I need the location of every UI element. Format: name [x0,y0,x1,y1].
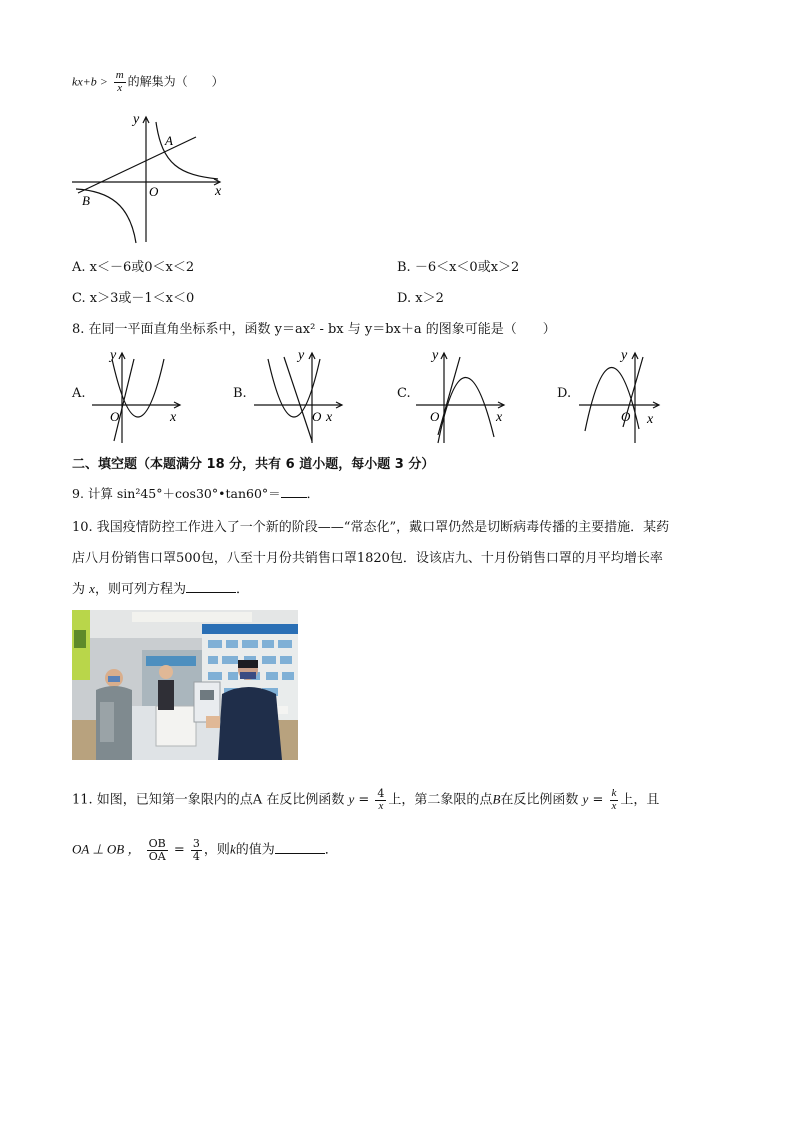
svg-text:O: O [312,409,322,424]
q10-answer-blank[interactable] [186,592,236,593]
q11-fraction-k-over-x: $\frac{k}{x}$ [611,787,617,812]
q8c-parabola [438,377,494,443]
svg-text:O: O [110,409,120,424]
q8b-line [284,357,312,441]
q7-stem-tail: 的解集为（ ） [127,74,224,89]
svg-text:y: y [432,348,439,363]
q11-answer-blank[interactable] [275,853,325,854]
q10-line-1: 10. 我国疫情防控工作进入了一个新的阶段——“常态化”，戴口罩仍然是切断病毒传播的主要措施．某药 [72,520,670,535]
q11-line-2: OA ⊥ OB ， $\frac{OB}{OA}$ = $\frac{3}{4}$ ，则k的值为 ． [72,837,338,863]
q8a-parabola [112,359,164,417]
q8-graph-d [575,345,675,445]
q11-perpendicular: OA ⊥ OB ， [72,841,141,857]
q7-option-b[interactable]: B. －6＜x＜0或x＞2 [397,260,520,275]
svg-text:y: y [621,348,628,363]
q7-option-c[interactable]: C. x＞3或－1＜x＜0 [72,291,195,306]
svg-text:y: y [298,348,305,363]
q9: 9. 计算 sin²45°＋cos30°•tan60°＝ ． [72,486,320,501]
svg-text:O: O [621,409,631,424]
q8-option-d[interactable]: D. [557,386,572,401]
q11-fraction-4-over-x: $\frac{4}{x}$ [377,787,385,812]
svg-text:x: x [170,410,177,425]
svg-text:O: O [430,409,440,424]
q7-stem [72,70,224,94]
q11-line-1: 11. 如图，已知第一象限内的点A 在反比例函数 y = $\frac{4}{x}$ 上，第二象限的点B在反比例函数 y = $\frac{k}{x}$ 上，且 [72,787,660,812]
q8-option-a[interactable]: A. [72,386,86,401]
svg-text:x: x [496,410,503,425]
q8-graph-c [412,345,512,445]
q8d-parabola [585,367,639,431]
svg-text:x: x [647,412,654,427]
q7-hyperbola-branch-1 [156,122,218,179]
q10-line-3: 为 x，则可列方程为 ． [72,581,249,597]
q8-graph-b [250,345,350,445]
q7-option-d[interactable]: D. x＞2 [397,291,444,306]
q7-line [78,137,196,193]
svg-text:x: x [326,410,333,425]
q7-inequality-lhs: kx+b > [72,74,108,89]
q9-answer-blank[interactable] [281,497,307,498]
q7-label-y: y [133,112,140,127]
pharmacy-photo [72,610,298,760]
svg-text:y: y [110,348,117,363]
q7-graph [70,105,230,245]
q7-label-a: A [165,133,173,148]
q7-label-b: B [82,193,90,208]
q7-option-a[interactable]: A. x＜－6或0＜x＜2 [72,260,195,275]
q11-fraction-3-over-4: $\frac{3}{4}$ [192,837,200,863]
q7-label-origin: O [149,184,159,199]
q11-ratio-ob-oa: $\frac{OB}{OA}$ [148,837,166,863]
q8-stem: 8. 在同一平面直角坐标系中，函数 y＝ax² - bx 与 y＝bx＋a 的图象可能是（ ） [72,322,556,337]
q8c-line [438,357,460,435]
q10-line-2: 店八月份销售口罩500包，八至十月份共销售口罩1820包．设该店九、十月份销售口罩的月平均增长率 [72,551,663,566]
q7-label-x: x [215,184,222,199]
q8-option-b[interactable]: B. [233,386,247,401]
q9-text: 9. 计算 sin²45°＋cos30°•tan60°＝ [72,486,281,501]
q8-graph-a [88,345,188,445]
q8-option-c[interactable]: C. [397,386,411,401]
section-heading-fill-in: 二、填空题（本题满分 18 分，共有 6 道小题，每小题 3 分） [72,457,435,472]
q7-fraction-m-over-x: $\frac{m}{x}$ [115,69,124,94]
